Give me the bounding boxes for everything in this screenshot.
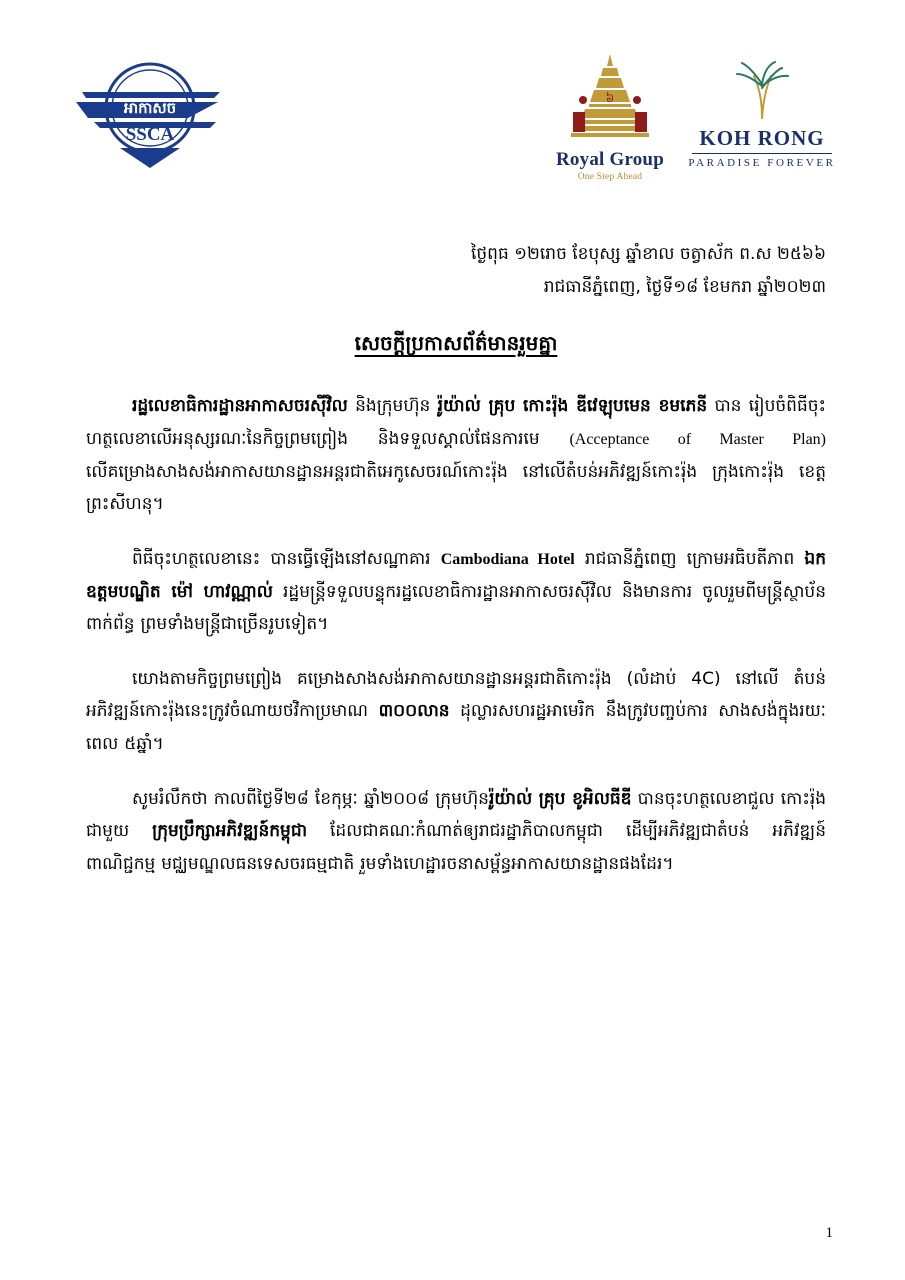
text-run: ឯកឧត្តមបណ្ឌិត ម៉ៅ ហាវណ្ណាល់ xyxy=(86,548,826,602)
paragraph xyxy=(86,783,826,881)
page-title-text: សេចក្ដីប្រកាសព័ត៌មានរួមគ្នា xyxy=(354,331,558,356)
text-run: បាន រៀបចំពិធីចុះហត្ថលេខាលើអនុស្សរណៈនៃកិច្ចព្រមព្រៀង និងទទួលស្គាល់ផែនការមេ xyxy=(86,396,826,449)
koh-rong-palm-icon xyxy=(732,60,792,122)
text-run: រ៉ូយ៉ាល់ គ្រុប កោះរ៉ុង ឌីវេឡុបមេន ខមភេនី xyxy=(437,396,708,417)
paragraph xyxy=(86,663,826,761)
royal-group-logo xyxy=(545,52,675,187)
text-run: ពិធីចុះហត្ថលេខានេះ បានធ្វើឡើងនៅសណ្ឋាគារ xyxy=(132,548,441,569)
date-khmer-lunar: ថ្ងៃពុធ ១២រោច ខែបុស្ស ឆ្នាំខាល ចត្វាស័ក ព.ស ២៥៦៦ xyxy=(471,244,826,264)
date-gregorian: រាជធានីភ្នំពេញ, ថ្ងៃទី១៨ ខែមករា ឆ្នាំ២០២៣ xyxy=(543,277,826,298)
koh-rong-divider xyxy=(692,153,832,154)
ssca-emblem-icon xyxy=(68,56,233,171)
text-run: យោងតាមកិច្ចព្រមព្រៀង គម្រោងសាងសង់អាកាសយានដ្ឋានអន្តរជាតិកោះរ៉ុង (លំដាប់ 4C) នៅលើ តំបន់អភិវឌ្ឍន៍កោះរ៉ុងនេះក្រូវចំណាយថវិកាប្រមាណ xyxy=(86,668,826,722)
text-run: រដ្ឋមន្ត្រីទទួលបន្ទុករដ្ឋលេខាធិការដ្ឋានអាកាសចរស៊ីវិល និងមានការ ចូលរួមពីមន្ត្រីស្ថាប័នពាក់ព័ន្ធ ព្រមទាំងមន្ត្រីជាច្រើនរូបទៀត។ xyxy=(86,581,827,635)
paragraph-container xyxy=(86,390,826,880)
text-run: ក្រុមប្រឹក្សាអភិវឌ្ឍន៍កម្ពុជា xyxy=(152,821,308,842)
text-run: រ៉ូយ៉ាល់ គ្រុប ខូអិលធីឌី xyxy=(488,788,632,809)
text-run: ដែលជាគណៈកំណាត់ឲ្យរាជរដ្ឋាភិបាលកម្ពុជា ដើម្បីអភិវឌ្ឍជាតំបន់ អភិវឌ្ឍន៍ពាណិជ្ជកម្ម មជ្ឈមណ្ឌលធនទេសចរធម្មជាតិ រួមទាំងហេដ្ឋារចនាសម្ព័ន្ធអាកាសយានដ្ឋានផងដែរ។ xyxy=(86,821,826,874)
dateline xyxy=(86,238,826,304)
koh-rong-logo xyxy=(688,60,836,180)
text-run: និងក្រុមហ៊ុន xyxy=(347,396,438,417)
text-run: រាជធានីភ្នំពេញ ក្រោមអធិបតីភាព xyxy=(574,548,805,569)
royal-group-name: Royal Group xyxy=(556,149,664,170)
koh-rong-tagline: PARADISE FOREVER xyxy=(688,157,836,170)
svg-text:៦: ៦ xyxy=(605,91,615,105)
page-number: 1 xyxy=(825,1225,833,1241)
text-run: ដុល្លារសហរដ្ឋអាមេរិក នឹងក្រូវបញ្ចប់ការ សាងសង់ក្នុងរយៈពេល ៥ឆ្នាំ។ xyxy=(86,701,826,755)
paragraph xyxy=(86,543,826,641)
royal-group-tagline: One Step Ahead xyxy=(577,171,643,182)
page-title xyxy=(86,330,826,360)
document-header xyxy=(0,0,905,210)
text-run: បានចុះហត្ថលេខាជួល កោះរ៉ុង ជាមួយ xyxy=(86,788,827,842)
paragraph xyxy=(86,390,826,521)
text-run: ៣០០លាន xyxy=(378,701,450,722)
svg-text:អាកាសច: អាកាសច xyxy=(123,99,177,117)
text-run: លើគម្រោងសាងសង់អាកាសយានដ្ឋានអន្តរជាតិអេកូសេចរណ៍កោះរ៉ុង នៅលើតំបន់អភិវឌ្ឍន៍កោះរ៉ុង ក្រុងកោះរ៉ុង ខេត្តព្រះសីហនុ។ xyxy=(86,461,826,515)
text-run: រដ្ឋលេខាធិការដ្ឋានអាកាសចរស៊ីវិល xyxy=(132,396,348,417)
ssca-logo xyxy=(68,56,233,171)
koh-rong-name: KOH RONG xyxy=(699,126,825,150)
text-run: Cambodiana Hotel xyxy=(440,550,575,568)
text-run: (Acceptance of Master Plan) xyxy=(569,430,827,448)
royal-group-temple-icon xyxy=(545,52,675,144)
text-run: សូមរំលឹកថា កាលពីថ្ងៃទី២៨ ខែកុម្ភៈ ឆ្នាំ២០០៨ ក្រុមហ៊ុន xyxy=(132,788,489,809)
svg-text:SSCA: SSCA xyxy=(125,124,175,145)
document-body xyxy=(86,238,826,881)
